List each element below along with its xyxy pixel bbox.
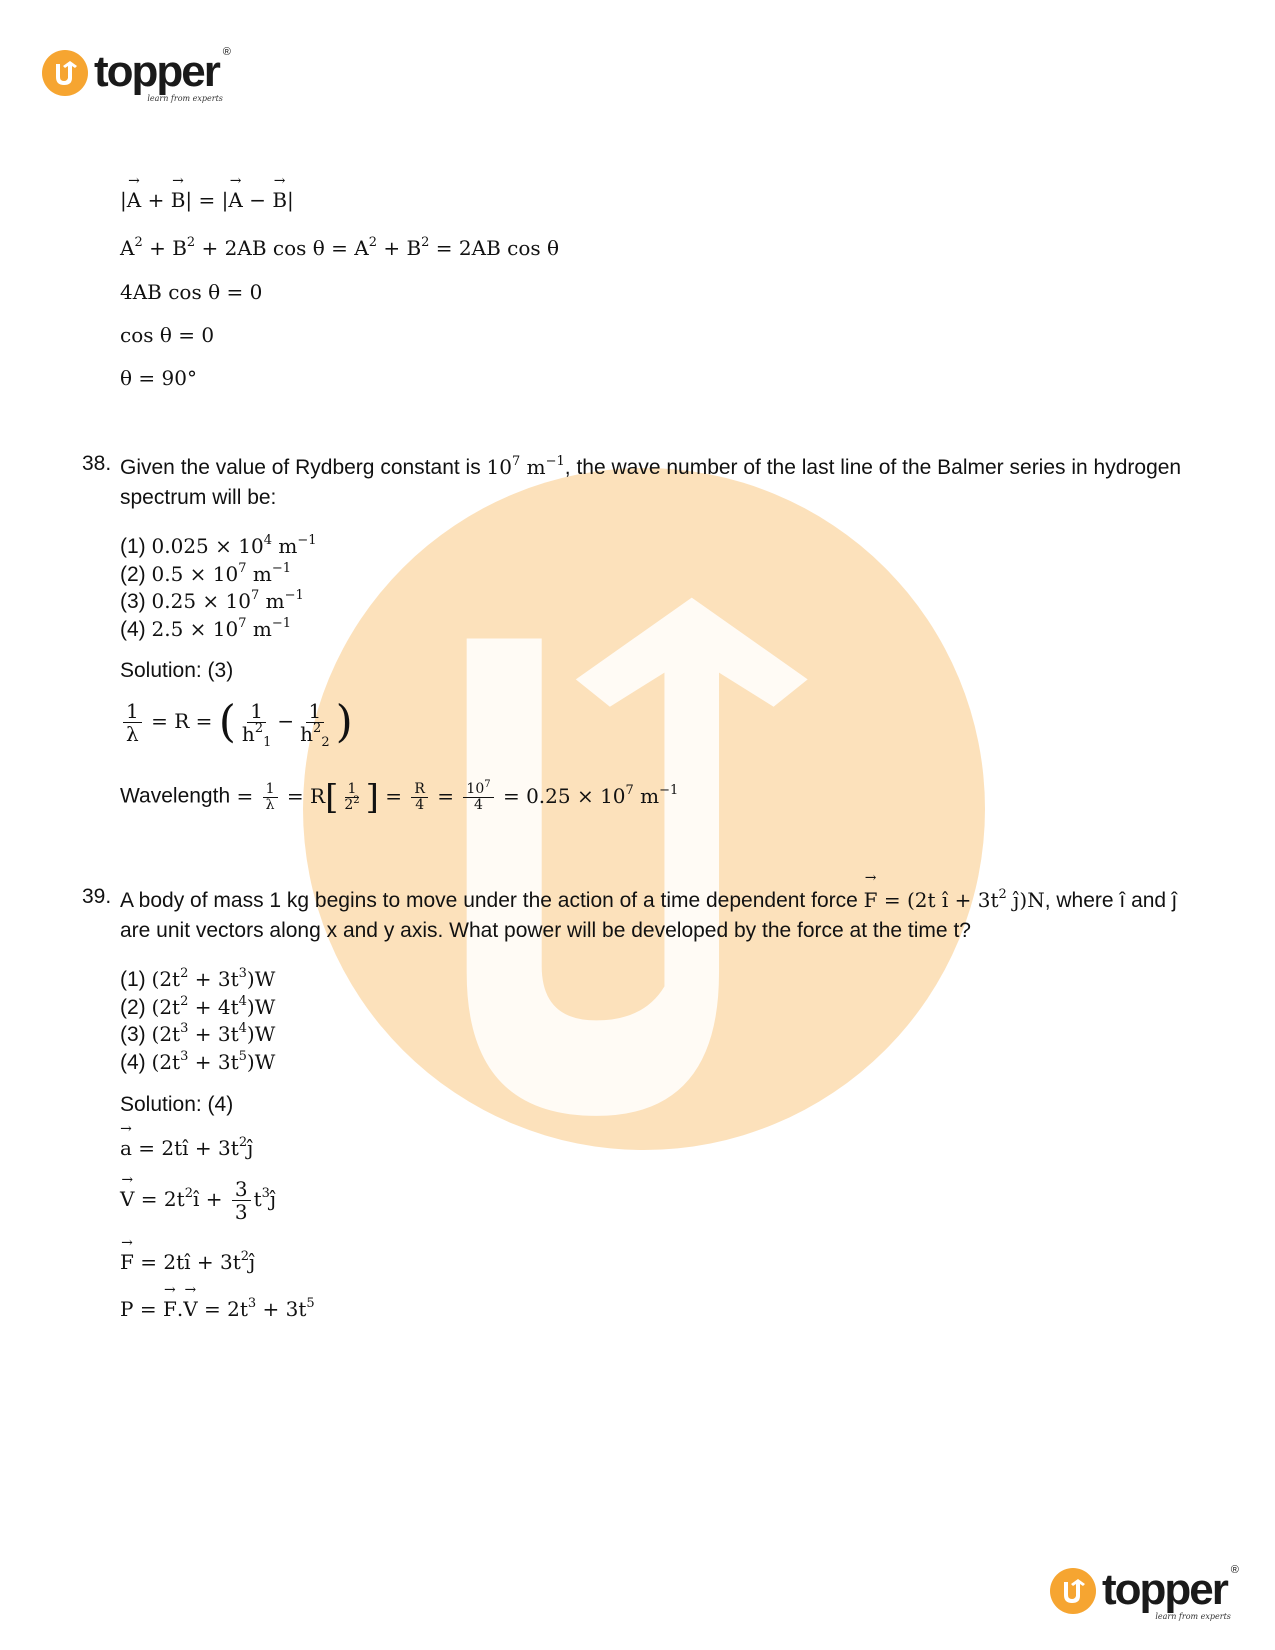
eq-force: → F = 2tî + $3t^2ĵ$ [120, 1250, 255, 1274]
logo-tagline: learn from experts [1155, 1612, 1231, 1621]
logo-u-icon [1050, 1568, 1096, 1614]
eq-acceleration: → a = 2tî + $3t^2ĵ$ [120, 1136, 253, 1160]
eq-magnitude-equality: |→ A + → B| = |→ A − → B| [120, 188, 294, 212]
question-number: 39. [82, 885, 112, 908]
question-number: 38. [82, 452, 112, 475]
option-2: (2) $0.5 \times 10^7$ $m^{-1}$ [120, 561, 292, 586]
option-2: (2) $(2t^2 + 4t^4)W$ [120, 994, 276, 1019]
eq-expanded: $A^2 + B^2 + 2AB$ $\cos \theta = A^2 + B^2 = 2AB$ cos θ [120, 235, 560, 260]
eq-step-3: 4AB cos θ = 0 [120, 280, 263, 304]
option-1: (1) $0.025 \times 10^4$ $m^{-1}$ [120, 533, 317, 558]
eq-velocity: → $V = 2t^2î$ + $\frac{3}{3}$ $t^3ĵ$ [120, 1178, 276, 1223]
solution-label: Solution: (3) [120, 659, 234, 682]
logo-wordmark: topper [1102, 1565, 1227, 1614]
option-1: (1) $(2t^2 + 3t^3)W$ [120, 966, 276, 991]
option-3: (3) $0.25 \times 10^7$ $m^{-1}$ [120, 588, 304, 613]
registered-mark: ® [222, 46, 231, 58]
question-text: A body of mass 1 kg begins to move under the action of a time dependent force → F = (2t î + $3t^2$ ĵ)N, where î and ĵ are unit vectors along x and y axis. What power will be developed by the force at the time t? [120, 885, 1200, 946]
eq-wavelength: Wavelength = $\frac{1}{\lambda}$ = R[ $\frac{1}{2^2}$ ] = $\frac{R}{4}$ = $\frac{10^7}{4}$ = $0.25 \times 10^7$ $m^{-1}$ [120, 777, 679, 817]
logo-tagline: learn from experts [147, 94, 223, 103]
eq-rydberg: $\frac{1}{\lambda}$ = R = ( $\frac{1}{h^2_1}$ − $\frac{1}{h^2_2}$ ) [120, 700, 353, 745]
eq-step-4: cos θ = 0 [120, 323, 215, 347]
eq-power: P = → $F.\to V = 2t^3 + 3t^5$ [120, 1297, 315, 1321]
option-4: (4) $2.5 \times 10^7$ $m^{-1}$ [120, 616, 292, 641]
solution-label: Solution: (4) [120, 1093, 234, 1116]
eq-step-5: θ = 90° [120, 366, 197, 390]
logo-wordmark: topper [94, 47, 219, 96]
brand-logo-footer [1050, 1564, 1239, 1621]
question-text: Given the value of Rydberg constant is $10^7$ $m^{-1}$, the wave number of the last line of the Balmer series in hydrogen spectrum will be: [120, 454, 1182, 509]
option-4: (4) $(2t^3 + 3t^5)W$ [120, 1049, 276, 1074]
option-3: (3) $(2t^3 + 3t^4)W$ [120, 1021, 276, 1046]
registered-mark: ® [1230, 1564, 1239, 1576]
